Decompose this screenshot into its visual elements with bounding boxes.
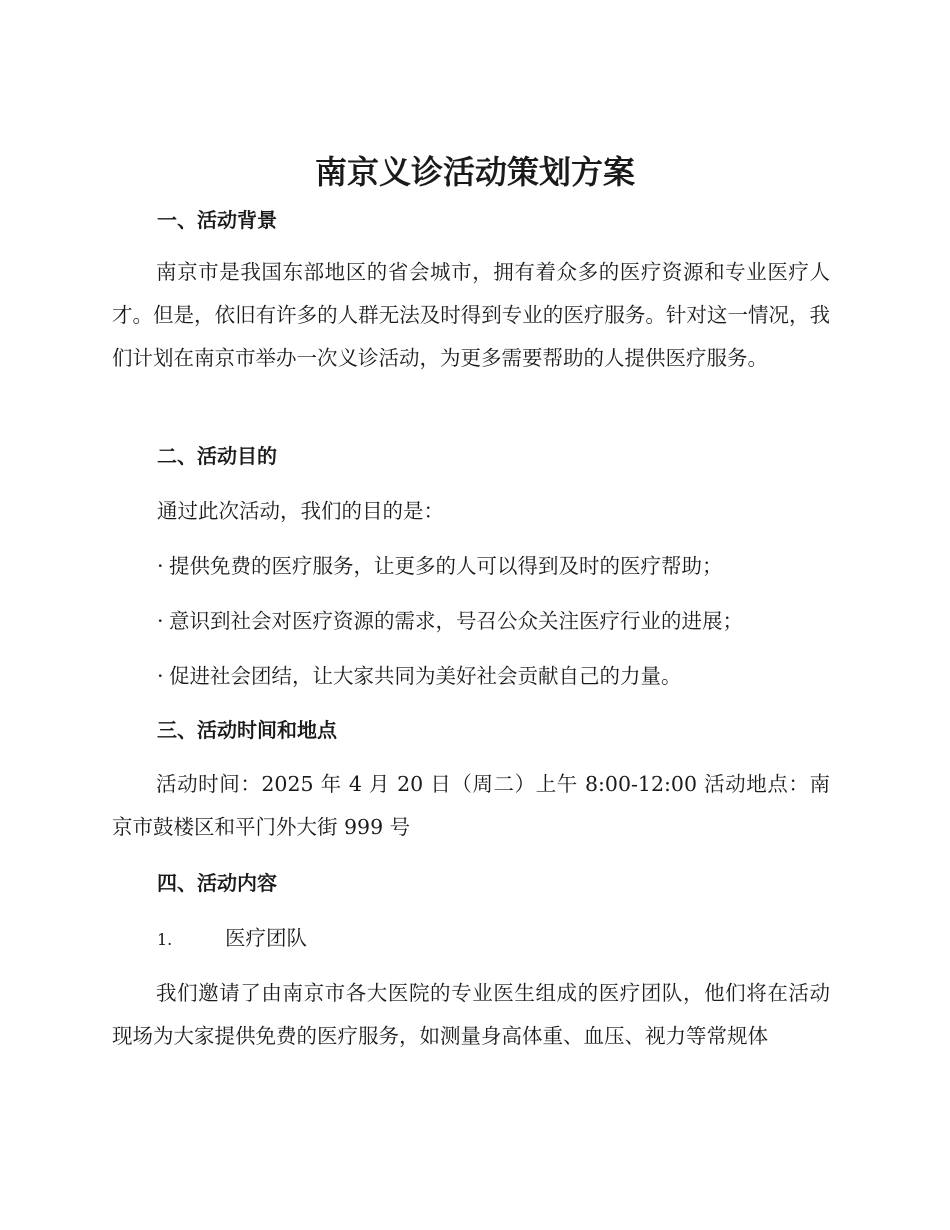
medical-team-paragraph: 我们邀请了由南京市各大医院的专业医生组成的医疗团队，他们将在活动现场为大家提供免费的医疗服务，如测量身高体重、血压、视力等常规体 bbox=[112, 981, 830, 1048]
purpose-bullet bbox=[157, 552, 723, 580]
bullet-dot: · bbox=[157, 554, 164, 578]
item-number: 1. bbox=[157, 930, 173, 949]
bullet-text: 意识到社会对医疗资源的需求，号召公众关注医疗行业的进展； bbox=[169, 609, 743, 633]
bullet-dot: · bbox=[157, 609, 164, 633]
purpose-bullet bbox=[157, 607, 743, 635]
document-title: 南京义诊活动策划方案 bbox=[314, 153, 635, 191]
purpose-bullet bbox=[157, 662, 682, 690]
background-paragraph: 南京市是我国东部地区的省会城市，拥有着众多的医疗资源和专业医疗人才。但是，依旧有许多的人群无法及时得到专业的医疗服务。针对这一情况，我们计划在南京市举办一次义诊活动，为更多需要帮助的人提供医疗服务。 bbox=[112, 260, 830, 370]
section-heading-background: 一、活动背景 bbox=[157, 208, 277, 232]
section-heading-time-place: 三、活动时间和地点 bbox=[157, 718, 337, 742]
purpose-intro: 通过此次活动，我们的目的是： bbox=[157, 499, 444, 523]
section-heading-content: 四、活动内容 bbox=[157, 871, 277, 895]
numbered-item bbox=[157, 924, 307, 954]
bullet-dot: · bbox=[157, 664, 164, 688]
bullet-text: 提供免费的医疗服务，让更多的人可以得到及时的医疗帮助； bbox=[169, 554, 723, 578]
time-place-paragraph: 活动时间：2025 年 4 月 20 日（周二）上午 8:00-12:00 活动地点：南京市鼓楼区和平门外大街 999 号 bbox=[112, 772, 830, 839]
item-label: 医疗团队 bbox=[225, 926, 307, 950]
section-heading-purpose: 二、活动目的 bbox=[157, 444, 277, 468]
bullet-text: 促进社会团结，让大家共同为美好社会贡献自己的力量。 bbox=[169, 664, 682, 688]
